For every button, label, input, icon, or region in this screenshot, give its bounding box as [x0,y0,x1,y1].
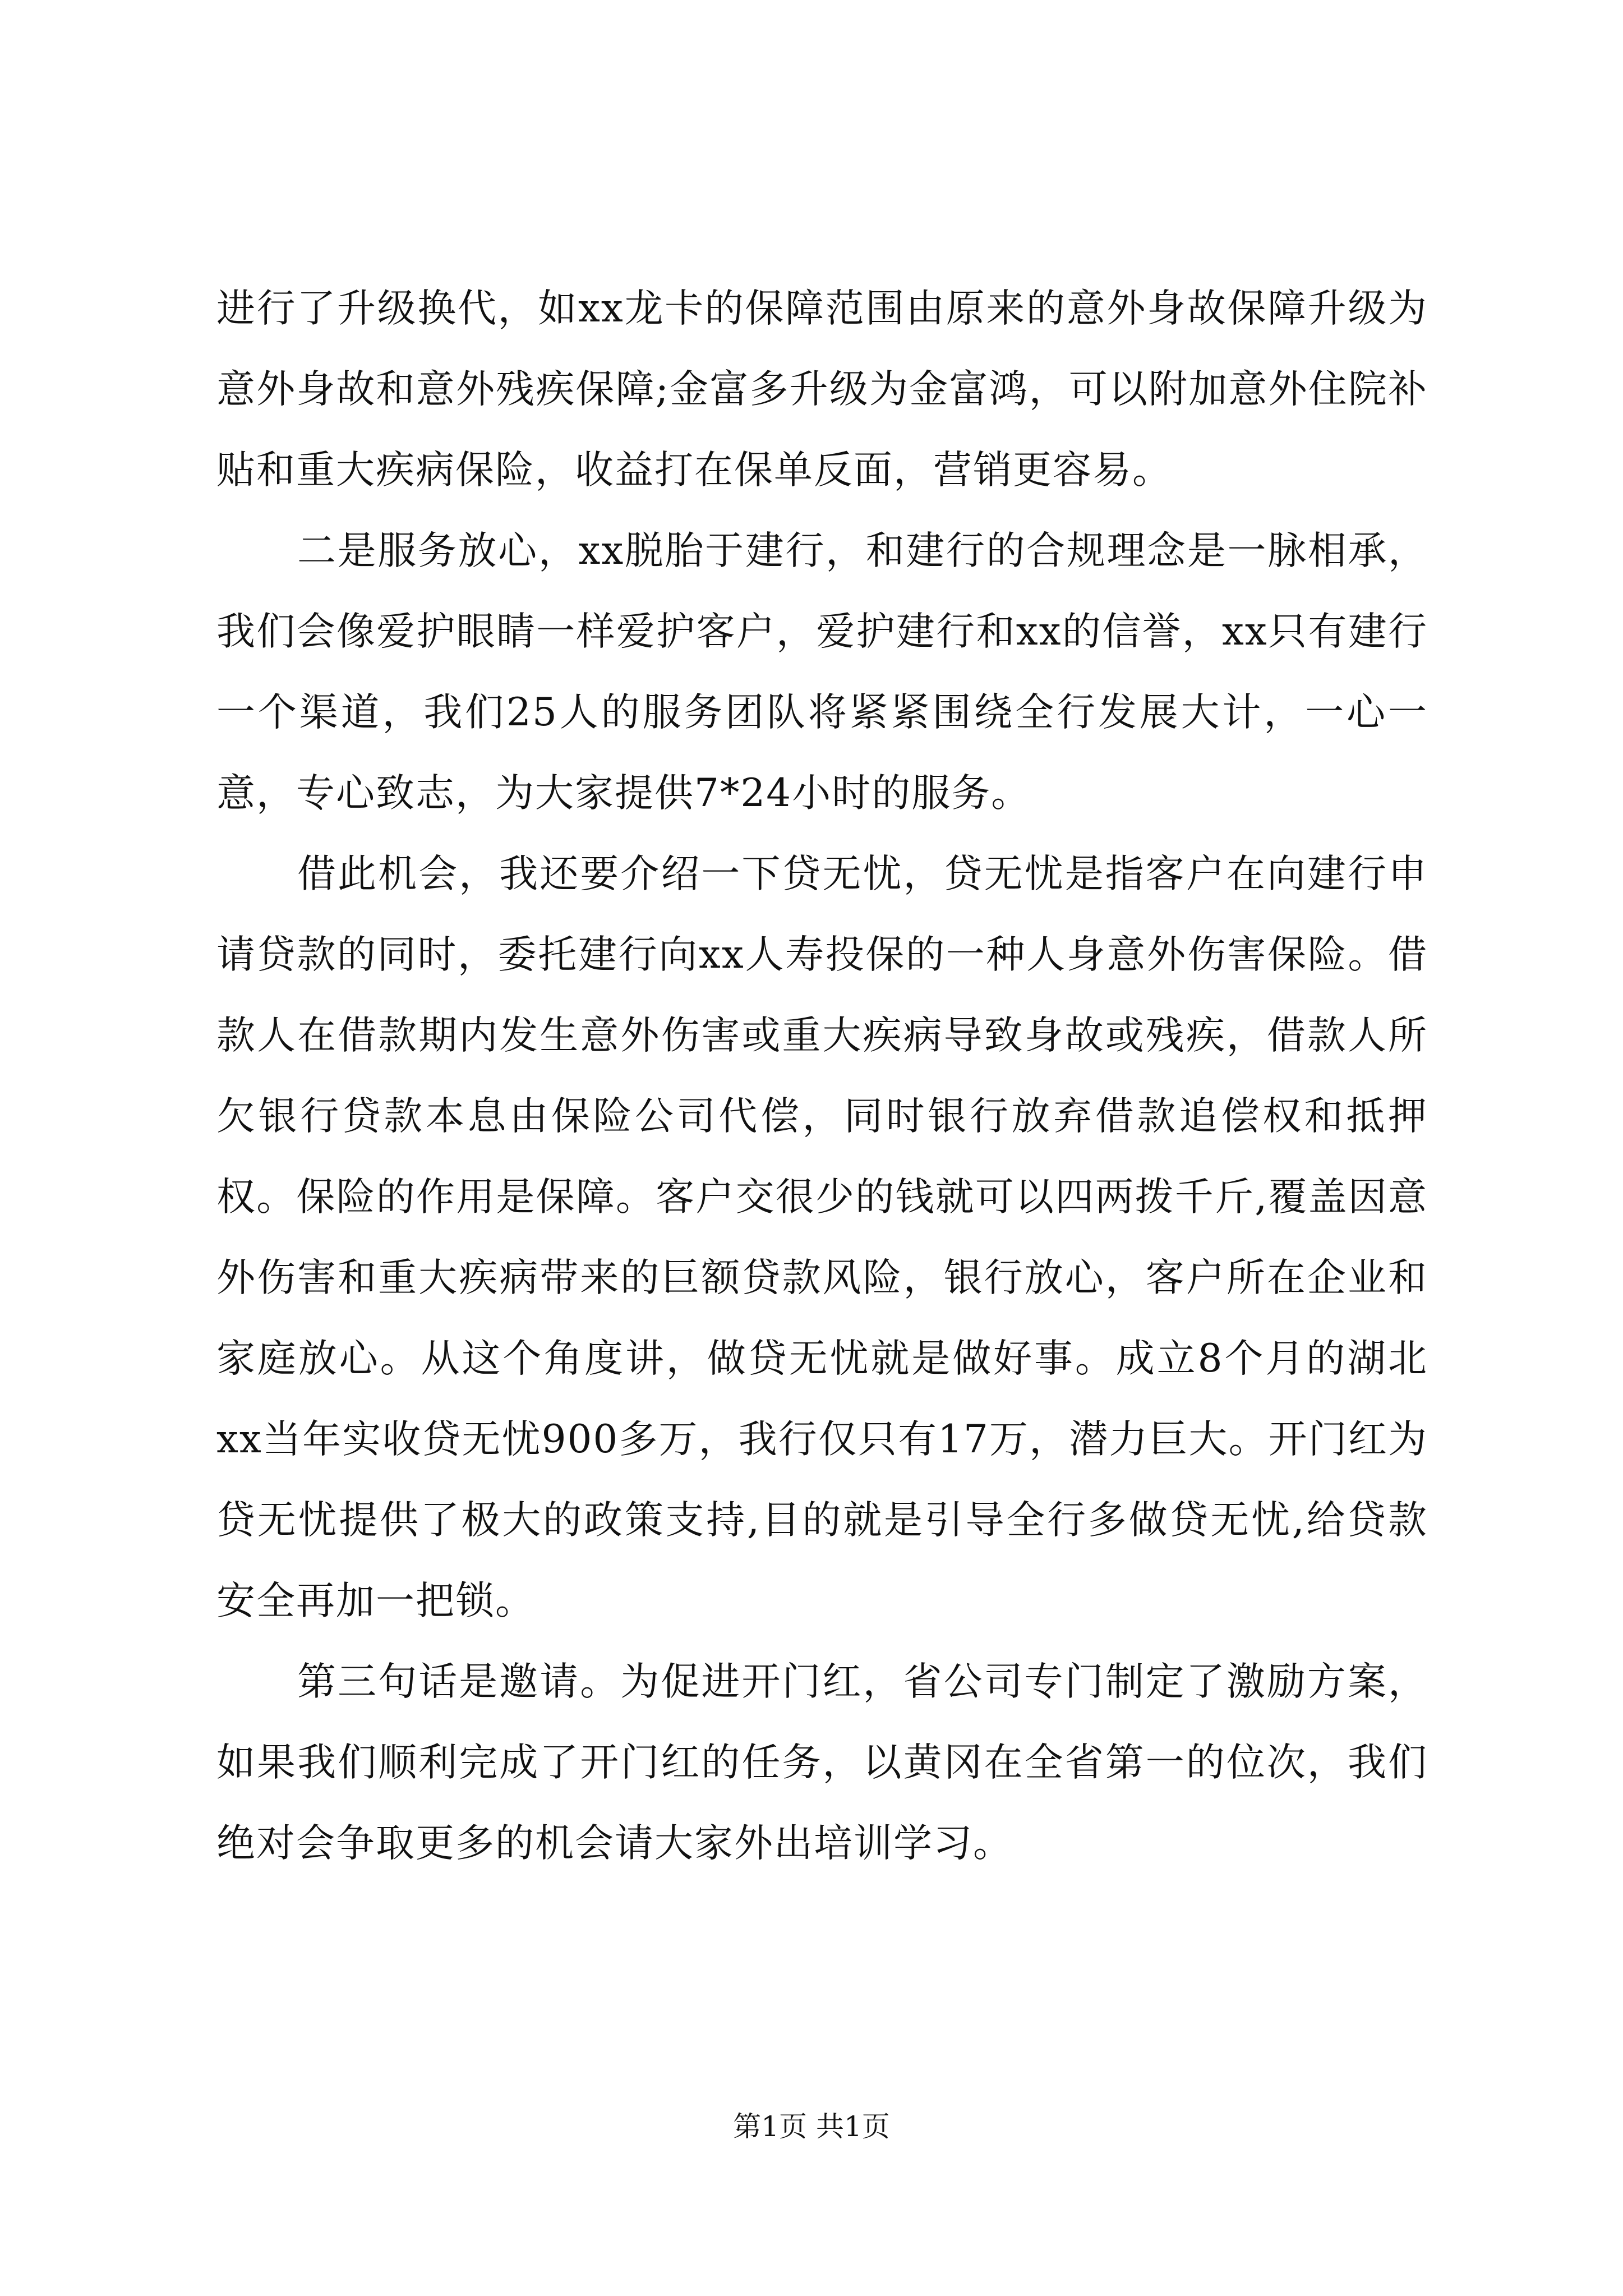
page-footer: 第1页 共1页 [733,2110,890,2143]
paragraph-loan-insurance: 借此机会，我还要介绍一下贷无忧，贷无忧是指客户在向建行申请贷款的同时，委托建行向xx人寿投保的一种人身意外伤害保险。借款人在借款期内发生意外伤害或重大疾病导致身故或残疾，借款人所欠银行贷款本息由保险公司代偿，同时银行放弃借款追偿权和抵押权。保险的作用是保障。客户交很少的钱就可以四两拨千斤,覆盖因意外伤害和重大疾病带来的巨额贷款风险，银行放心，客户所在企业和家庭放心。从这个角度讲，做贷无忧就是做好事。成立8个月的湖北xx当年实收贷无忧900多万，我行仅只有17万，潜力巨大。开门红为贷无忧提供了极大的政策支持,目的就是引导全行多做贷无忧,给贷款安全再加一把锁。 [216,852,1428,1623]
paragraph-service: 二是服务放心，xx脱胎于建行，和建行的合规理念是一脉相承，我们会像爱护眼睛一样爱护客户，爱护建行和xx的信誉，xx只有建行一个渠道，我们25人的服务团队将紧紧围绕全行发展大计，一心一意，专心致志，为大家提供7*24小时的服务。 [216,528,1428,816]
paragraph-invitation: 第三句话是邀请。为促进开门红，省公司专门制定了激励方案，如果我们顺利完成了开门红的任务，以黄冈在全省第一的位次，我们绝对会争取更多的机会请大家外出培训学习。 [216,1659,1428,1866]
document-body [216,268,1428,1884]
paragraph-continuation: 进行了升级换代，如xx龙卡的保障范围由原来的意外身故保障升级为意外身故和意外残疾保障;金富多升级为金富鸿，可以附加意外住院补贴和重大疾病保险，收益打在保单反面，营销更容易。 [216,286,1428,493]
